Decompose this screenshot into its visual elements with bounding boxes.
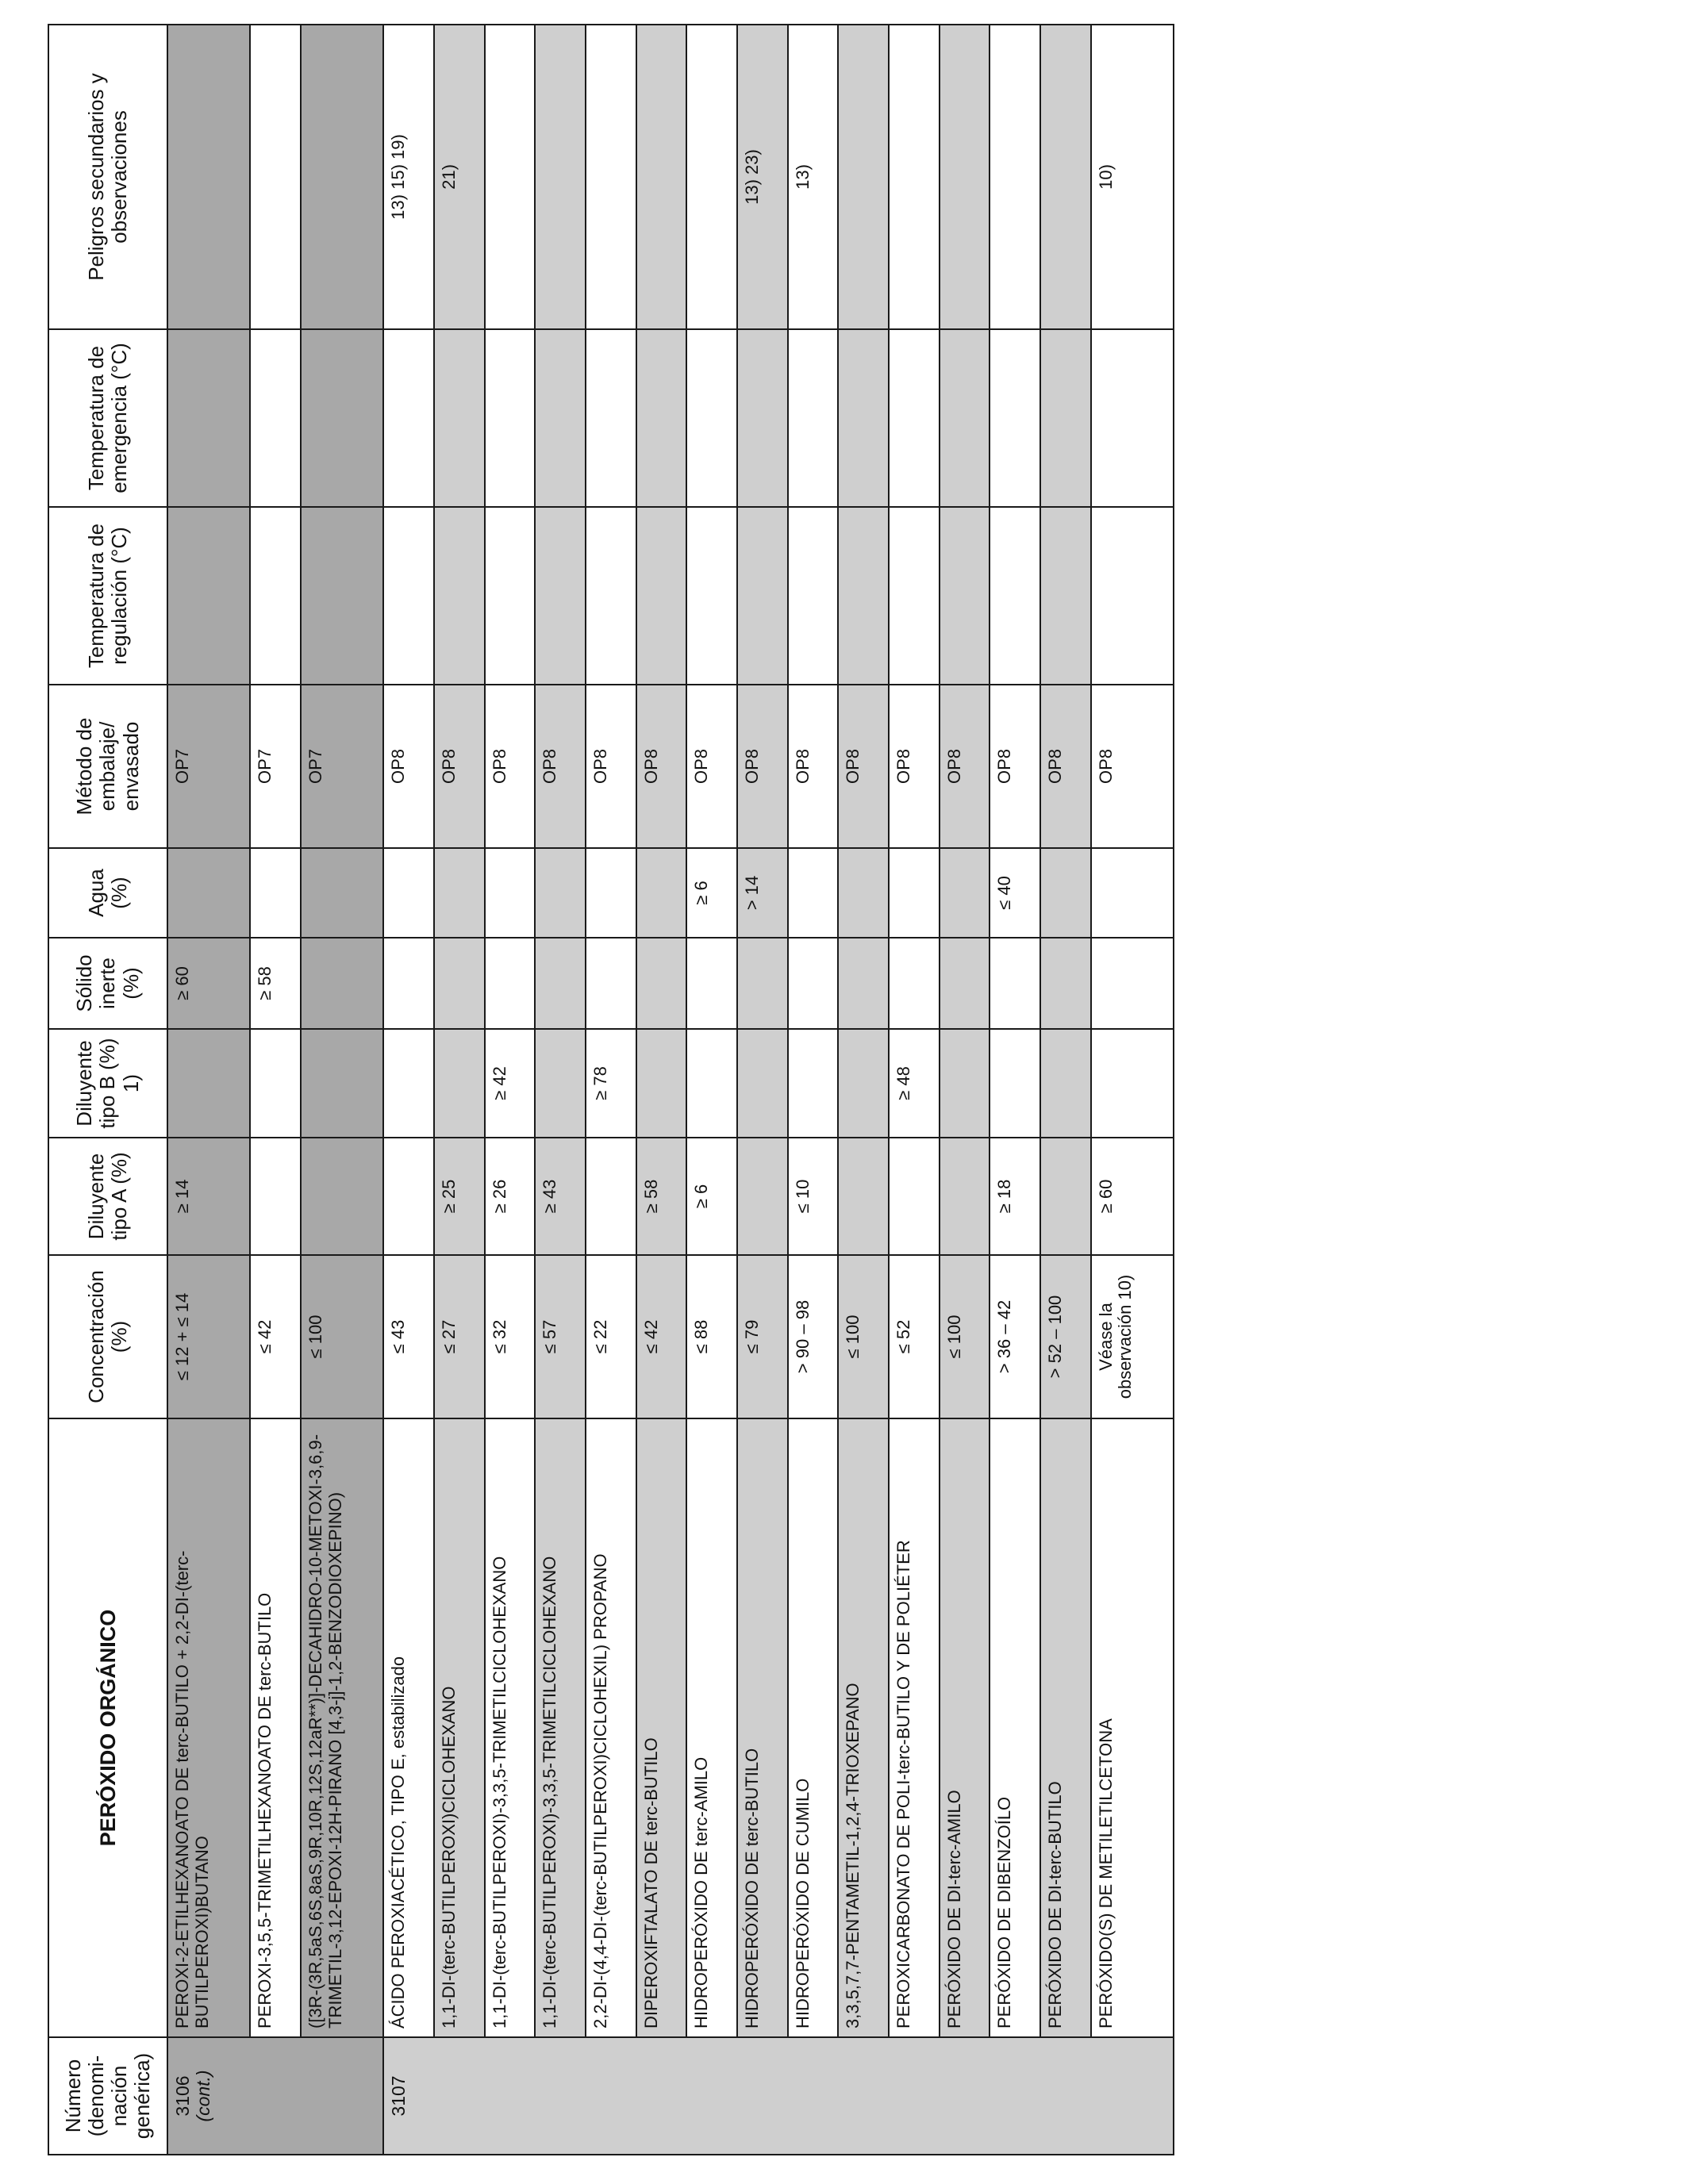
- packing-cell: OP8: [485, 685, 536, 848]
- inert-solid-cell: [737, 938, 788, 1029]
- peroxide-name: 1,1-DI-(terc-BUTILPEROXI)-3,3,5-TRIMETILCICLOHEXANO: [535, 1418, 586, 2037]
- packing-cell: OP8: [383, 685, 434, 848]
- emergency-temp-cell: [889, 329, 940, 507]
- diluent-a-cell: [586, 1138, 636, 1255]
- table-row: [737, 25, 788, 2155]
- control-temp-cell: [250, 507, 301, 685]
- diluent-b-cell: [383, 1029, 434, 1138]
- control-temp-cell: [535, 507, 586, 685]
- table-row: [1091, 25, 1174, 2155]
- water-cell: [434, 848, 485, 938]
- diluent-a-cell: ≥ 18: [990, 1138, 1040, 1255]
- inert-solid-cell: [1091, 938, 1174, 1029]
- risks-cell: 13) 15) 19): [383, 25, 434, 329]
- peroxide-name: PERÓXIDO DE DIBENZOÍLO: [990, 1418, 1040, 2037]
- rotated-page: [48, 25, 1174, 2155]
- risks-cell: [990, 25, 1040, 329]
- concentration-cell: > 52 – 100: [1040, 1255, 1091, 1418]
- header-diluent-a: Diluyente tipo A (%): [48, 1138, 167, 1255]
- control-temp-cell: [788, 507, 839, 685]
- packing-cell: OP8: [889, 685, 940, 848]
- control-temp-cell: [485, 507, 536, 685]
- risks-cell: [250, 25, 301, 329]
- control-temp-cell: [301, 507, 383, 685]
- table-row: [838, 25, 889, 2155]
- risks-cell: [167, 25, 250, 329]
- packing-cell: OP8: [788, 685, 839, 848]
- control-temp-cell: [1040, 507, 1091, 685]
- header-diluent-b: Diluyente tipo B (%) 1): [48, 1029, 167, 1138]
- header-number: Número (denomi-nación genérica): [48, 2037, 167, 2155]
- header-risks: Peligros secundarios y observaciones: [48, 25, 167, 329]
- emergency-temp-cell: [737, 329, 788, 507]
- packing-cell: OP7: [250, 685, 301, 848]
- table-row: [535, 25, 586, 2155]
- table-row: [636, 25, 687, 2155]
- water-cell: [535, 848, 586, 938]
- water-cell: [940, 848, 990, 938]
- peroxide-name: 1,1-DI-(terc-BUTILPEROXI)CICLOHEXANO: [434, 1418, 485, 2037]
- control-temp-cell: [434, 507, 485, 685]
- organic-peroxides-table: [48, 24, 1174, 2155]
- diluent-b-cell: [167, 1029, 250, 1138]
- inert-solid-cell: [990, 938, 1040, 1029]
- diluent-b-cell: [940, 1029, 990, 1138]
- inert-solid-cell: [301, 938, 383, 1029]
- concentration-cell: > 90 – 98: [788, 1255, 839, 1418]
- emergency-temp-cell: [940, 329, 990, 507]
- packing-cell: OP8: [686, 685, 737, 848]
- concentration-cell: ≤ 43: [383, 1255, 434, 1418]
- diluent-b-cell: ≥ 48: [889, 1029, 940, 1138]
- risks-cell: 13) 23): [737, 25, 788, 329]
- packing-cell: OP7: [301, 685, 383, 848]
- header-control-temp: Temperatura de regulación (°C): [48, 507, 167, 685]
- peroxide-name: PERÓXIDO DE DI-terc-BUTILO: [1040, 1418, 1091, 2037]
- table-row: [1040, 25, 1091, 2155]
- packing-cell: OP8: [737, 685, 788, 848]
- concentration-cell: Véase la observación 10): [1091, 1255, 1174, 1418]
- peroxide-name: 1,1-DI-(terc-BUTILPEROXI)-3,3,5-TRIMETILCICLOHEXANO: [485, 1418, 536, 2037]
- diluent-b-cell: ≥ 78: [586, 1029, 636, 1138]
- risks-cell: [940, 25, 990, 329]
- risks-cell: [586, 25, 636, 329]
- packing-cell: OP8: [990, 685, 1040, 848]
- concentration-cell: ≤ 27: [434, 1255, 485, 1418]
- diluent-a-cell: [1040, 1138, 1091, 1255]
- packing-cell: OP7: [167, 685, 250, 848]
- emergency-temp-cell: [485, 329, 536, 507]
- water-cell: [485, 848, 536, 938]
- control-temp-cell: [586, 507, 636, 685]
- packing-cell: OP8: [1040, 685, 1091, 848]
- diluent-a-cell: ≥ 58: [636, 1138, 687, 1255]
- water-cell: [838, 848, 889, 938]
- inert-solid-cell: [586, 938, 636, 1029]
- diluent-a-cell: [838, 1138, 889, 1255]
- diluent-a-cell: [301, 1138, 383, 1255]
- diluent-b-cell: [788, 1029, 839, 1138]
- peroxide-name: 3,3,5,7,7-PENTAMETIL-1,2,4-TRIOXEPANO: [838, 1418, 889, 2037]
- emergency-temp-cell: [535, 329, 586, 507]
- group-note: (cont.): [192, 2070, 213, 2122]
- table-row: [250, 25, 301, 2155]
- table-row: [167, 25, 250, 2155]
- diluent-b-cell: [737, 1029, 788, 1138]
- water-cell: [636, 848, 687, 938]
- risks-cell: [535, 25, 586, 329]
- water-cell: [889, 848, 940, 938]
- risks-cell: 21): [434, 25, 485, 329]
- water-cell: [301, 848, 383, 938]
- packing-cell: OP8: [940, 685, 990, 848]
- peroxide-name: 2,2-DI-(4,4-DI-(terc-BUTILPEROXI)CICLOHEXIL) PROPANO: [586, 1418, 636, 2037]
- water-cell: ≤ 40: [990, 848, 1040, 938]
- table-row: [686, 25, 737, 2155]
- emergency-temp-cell: [1091, 329, 1174, 507]
- packing-cell: OP8: [586, 685, 636, 848]
- diluent-b-cell: [1091, 1029, 1174, 1138]
- inert-solid-cell: [838, 938, 889, 1029]
- concentration-cell: ≤ 22: [586, 1255, 636, 1418]
- emergency-temp-cell: [686, 329, 737, 507]
- control-temp-cell: [990, 507, 1040, 685]
- control-temp-cell: [167, 507, 250, 685]
- diluent-a-cell: [250, 1138, 301, 1255]
- peroxide-name: HIDROPERÓXIDO DE CUMILO: [788, 1418, 839, 2037]
- water-cell: ≥ 6: [686, 848, 737, 938]
- emergency-temp-cell: [301, 329, 383, 507]
- group-number-cell: [167, 2037, 383, 2155]
- risks-cell: 13): [788, 25, 839, 329]
- risks-cell: [301, 25, 383, 329]
- group-number: 3106: [172, 2075, 193, 2117]
- header-inert-solid: Sólido inerte (%): [48, 938, 167, 1029]
- peroxide-name: PEROXICARBONATO DE POLI-terc-BUTILO Y DE POLIÉTER: [889, 1418, 940, 2037]
- risks-cell: 10): [1091, 25, 1174, 329]
- concentration-cell: ≤ 32: [485, 1255, 536, 1418]
- peroxide-name: HIDROPERÓXIDO DE terc-AMILO: [686, 1418, 737, 2037]
- peroxide-name: PERÓXIDO(S) DE METILETILCETONA: [1091, 1418, 1174, 2037]
- water-cell: [1040, 848, 1091, 938]
- diluent-a-cell: ≥ 6: [686, 1138, 737, 1255]
- packing-cell: OP8: [838, 685, 889, 848]
- risks-cell: [838, 25, 889, 329]
- risks-cell: [485, 25, 536, 329]
- emergency-temp-cell: [788, 329, 839, 507]
- emergency-temp-cell: [990, 329, 1040, 507]
- concentration-cell: ≤ 100: [838, 1255, 889, 1418]
- emergency-temp-cell: [838, 329, 889, 507]
- control-temp-cell: [838, 507, 889, 685]
- emergency-temp-cell: [1040, 329, 1091, 507]
- diluent-b-cell: ≥ 42: [485, 1029, 536, 1138]
- risks-cell: [686, 25, 737, 329]
- water-cell: [250, 848, 301, 938]
- emergency-temp-cell: [636, 329, 687, 507]
- risks-cell: [889, 25, 940, 329]
- table-row: [485, 25, 536, 2155]
- table-row: [586, 25, 636, 2155]
- header-packing: Método de embalaje/ envasado: [48, 685, 167, 848]
- diluent-b-cell: [250, 1029, 301, 1138]
- control-temp-cell: [686, 507, 737, 685]
- inert-solid-cell: [383, 938, 434, 1029]
- risks-cell: [636, 25, 687, 329]
- concentration-cell: ≤ 100: [301, 1255, 383, 1418]
- table-row: [434, 25, 485, 2155]
- packing-cell: OP8: [636, 685, 687, 848]
- water-cell: [167, 848, 250, 938]
- concentration-cell: ≤ 57: [535, 1255, 586, 1418]
- control-temp-cell: [940, 507, 990, 685]
- diluent-a-cell: ≥ 43: [535, 1138, 586, 1255]
- inert-solid-cell: [485, 938, 536, 1029]
- diluent-a-cell: [940, 1138, 990, 1255]
- peroxide-name: ([3R-(3R,5aS,6S,8aS,9R,10R,12S,12aR**)]-DECAHIDRO-10-METOXI-3,6,9-TRIMETIL-3,12-EPOXI-12H-PIRANO [4,3-j]-1,2-BENZODIOXEPINO): [301, 1418, 383, 2037]
- table-row: [940, 25, 990, 2155]
- concentration-cell: ≤ 88: [686, 1255, 737, 1418]
- diluent-b-cell: [434, 1029, 485, 1138]
- diluent-a-cell: ≥ 25: [434, 1138, 485, 1255]
- water-cell: > 14: [737, 848, 788, 938]
- emergency-temp-cell: [586, 329, 636, 507]
- diluent-b-cell: [301, 1029, 383, 1138]
- diluent-a-cell: ≥ 60: [1091, 1138, 1174, 1255]
- diluent-a-cell: ≥ 14: [167, 1138, 250, 1255]
- concentration-cell: ≤ 100: [940, 1255, 990, 1418]
- peroxide-name: PEROXI-3,5,5-TRIMETILHEXANOATO DE terc-BUTILO: [250, 1418, 301, 2037]
- concentration-cell: ≤ 79: [737, 1255, 788, 1418]
- inert-solid-cell: [535, 938, 586, 1029]
- diluent-b-cell: [636, 1029, 687, 1138]
- inert-solid-cell: [636, 938, 687, 1029]
- diluent-a-cell: [737, 1138, 788, 1255]
- inert-solid-cell: [788, 938, 839, 1029]
- water-cell: [383, 848, 434, 938]
- diluent-b-cell: [838, 1029, 889, 1138]
- inert-solid-cell: [1040, 938, 1091, 1029]
- peroxide-name: HIDROPERÓXIDO DE terc-BUTILO: [737, 1418, 788, 2037]
- table-row: [788, 25, 839, 2155]
- header-peroxide: PERÓXIDO ORGÁNICO: [48, 1418, 167, 2037]
- water-cell: [586, 848, 636, 938]
- diluent-a-cell: ≥ 26: [485, 1138, 536, 1255]
- control-temp-cell: [889, 507, 940, 685]
- group-number: 3107: [388, 2075, 409, 2117]
- inert-solid-cell: [686, 938, 737, 1029]
- packing-cell: OP8: [434, 685, 485, 848]
- risks-cell: [1040, 25, 1091, 329]
- control-temp-cell: [636, 507, 687, 685]
- packing-cell: OP8: [1091, 685, 1174, 848]
- diluent-a-cell: [383, 1138, 434, 1255]
- table-row: [383, 25, 434, 2155]
- inert-solid-cell: [434, 938, 485, 1029]
- control-temp-cell: [1091, 507, 1174, 685]
- concentration-cell: > 36 – 42: [990, 1255, 1040, 1418]
- table-row: [301, 25, 383, 2155]
- emergency-temp-cell: [250, 329, 301, 507]
- emergency-temp-cell: [383, 329, 434, 507]
- inert-solid-cell: [940, 938, 990, 1029]
- header-row: [48, 25, 167, 2155]
- diluent-b-cell: [686, 1029, 737, 1138]
- diluent-b-cell: [1040, 1029, 1091, 1138]
- table-row: [990, 25, 1040, 2155]
- diluent-a-cell: [889, 1138, 940, 1255]
- emergency-temp-cell: [434, 329, 485, 507]
- concentration-cell: ≤ 52: [889, 1255, 940, 1418]
- inert-solid-cell: [889, 938, 940, 1029]
- inert-solid-cell: ≥ 58: [250, 938, 301, 1029]
- packing-cell: OP8: [535, 685, 586, 848]
- control-temp-cell: [383, 507, 434, 685]
- diluent-b-cell: [535, 1029, 586, 1138]
- concentration-cell: ≤ 12 + ≤ 14: [167, 1255, 250, 1418]
- concentration-cell: ≤ 42: [636, 1255, 687, 1418]
- table-row: [889, 25, 940, 2155]
- peroxide-name: ÁCIDO PEROXIACÉTICO, TIPO E, estabilizado: [383, 1418, 434, 2037]
- control-temp-cell: [737, 507, 788, 685]
- emergency-temp-cell: [167, 329, 250, 507]
- header-water: Agua (%): [48, 848, 167, 938]
- peroxide-name: PEROXI-2-ETILHEXANOATO DE terc-BUTILO + 2,2-DI-(terc-BUTILPEROXI)BUTANO: [167, 1418, 250, 2037]
- group-number-cell: [383, 2037, 1174, 2155]
- diluent-a-cell: ≤ 10: [788, 1138, 839, 1255]
- diluent-b-cell: [990, 1029, 1040, 1138]
- peroxide-name: DIPEROXIFTALATO DE terc-BUTILO: [636, 1418, 687, 2037]
- peroxide-name: PERÓXIDO DE DI-terc-AMILO: [940, 1418, 990, 2037]
- concentration-cell: ≤ 42: [250, 1255, 301, 1418]
- header-concentration: Concentración (%): [48, 1255, 167, 1418]
- header-emergency-temp: Temperatura de emergencia (°C): [48, 329, 167, 507]
- inert-solid-cell: ≥ 60: [167, 938, 250, 1029]
- water-cell: [1091, 848, 1174, 938]
- water-cell: [788, 848, 839, 938]
